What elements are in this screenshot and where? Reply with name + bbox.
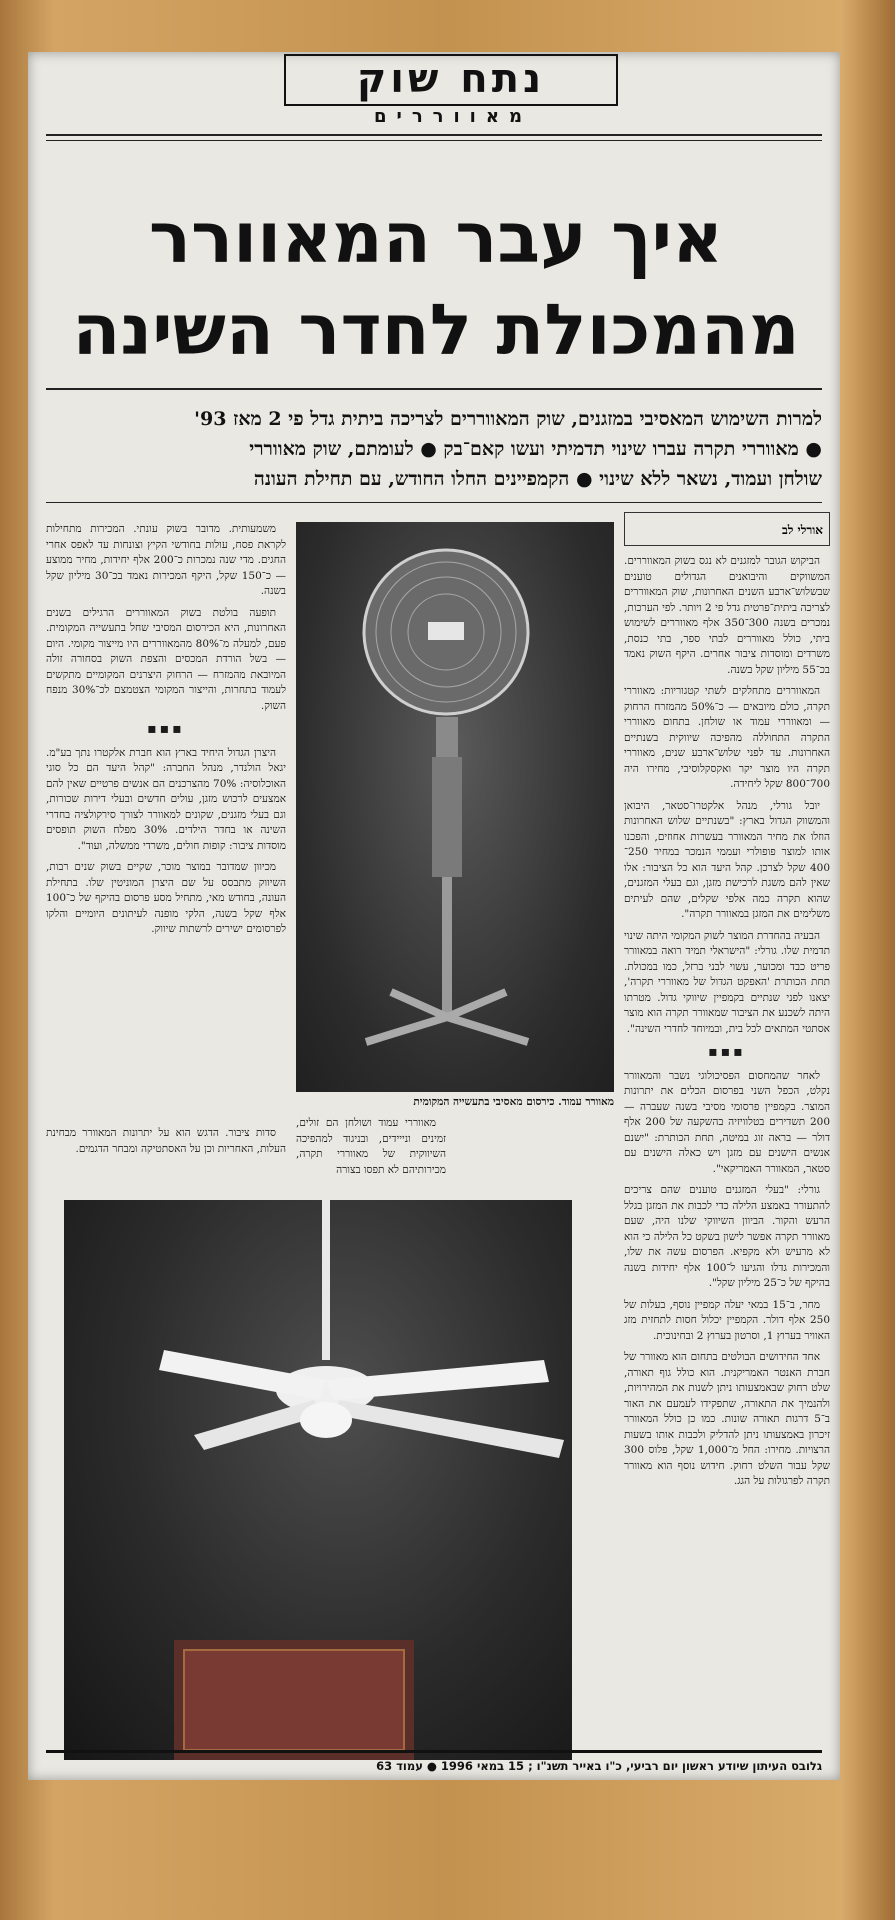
headline [46, 192, 826, 376]
paragraph: הביקוש הגובר למזגנים לא נגס בשוק המאווררים. המשווקים והיבואנים הגדולים טוענים שבשלוש־ארבע השנים האחרונות, שוק המאווררים לצריכה ביתית־פרטית גדל פי 2 ויותר. לפי הערכות, נמכרים בשנה 300־350 אלף מאווררים לשימוש ביתי, כולל מאווררים לבתי ספר, בתי כנסת, משרדים ומוסדות ציבור אחרים. היקף השוק נאמד בכ־55 מיליון שקל בשנה. [624, 555, 830, 676]
paragraph: יובל גורלי, מנהל אלקטרו־סטאר, היבואן והמשווק הגדול בארץ: "בשנתיים שלוש האחרונות הוזלו את מחיר המאוורר בעשרות אחוזים, והפכנו אותו למוצר פופולרי ועממי הנמכר במחיר 250־400 שקל לצרכן. קהל היעד הוא כל הציבור: אלו שאין להם משגת לרכישת מזגן, וגם בעלי המזגנים, שהוא תקרה כמה אלפי שקלים, שהם לעיתים משלימים את המזגן במאוורר תקרה". [624, 799, 830, 920]
subhead-line-2: ● מאווררי תקרה עברו שינוי תדמיתי ועשו קאם־בק ● לעומתם, שוק מאווררי [249, 438, 822, 460]
section-separator: ▪▪▪ [147, 721, 185, 737]
byline: אורלי לב [624, 512, 830, 546]
paragraph: הבעיה בהחדרת המוצר לשוק המקומי היתה שינוי תדמית שלו. גורלי: "הישראלי תמיד רואה במאוורר פריט כבד ומכוער, עשוי לבני ברזל, כמו במכולת. תחת הכותרת 'האפקט הגדול של מאווררי תקרה', יצאנו לפני שנתיים בקמפיין שיווקי גדול. מטרתו היתה לשכנע את הציבור שמאוורר תקרה הוא מוצר אסתטי המתאים לכל בית, ובמיוחד לחדרי השינה". [624, 929, 830, 1035]
section-separator: ▪▪▪ [708, 1044, 746, 1060]
subhead-line-3: שולחן ועמוד, נשאר ללא שינוי ● הקמפיינים החלו החודש, עם תחילת העונה [253, 468, 822, 490]
newspaper-page [28, 52, 840, 1780]
article-column-right [624, 554, 830, 1744]
article-column-left [46, 522, 286, 1122]
standing-fan-illustration [296, 522, 614, 1092]
article-column-mid [296, 1116, 446, 1188]
paragraph: מאווררי עמוד ושולחן הם זולים, זמינים ונייידים, ובניגוד למהפיכה השיווקית של מאווררי תקרה, מכירותיהם לא תפסו בצורה [296, 1117, 446, 1176]
ceiling-fan-photo [64, 1200, 572, 1760]
paragraph: תופעה בולטת בשוק המאווררים הרגילים בשנים האחרונות, היא הכירסום המסיבי שחל בתעשייה המקומית. פעם, למעלה מ־80% מהמאווררים היו מייצור מקומי. היום — בשל הורדת המכסים והצפת השוק בסחורה זולה המיובאת מהמזרח — הרחוק היצרנים המקומיים מתקשים לעמוד בתחרות, והייצור המקומי הצטמצם לכ־30% מנפח השוק. [46, 606, 286, 712]
paragraph: גורלי: "בעלי המזגנים טוענים שהם צריכים להתעורר באמצע הלילה כדי לכבות את המזגן בגלל הרעש והקור. הביוון השיווקי שלנו היה, שעם מאוורר תקרה אפשר לישון בשקט כל הלילה כי הוא לא מרעיש ולא מקפיא. הפרסום עשה את שלו, והמכירות גדלו והגיעו ל־100 אלף יחידות בשנה בהיקף של כ־25 מיליון שקל". [624, 1184, 830, 1289]
paragraph: אחד החידושים הבולטים בתחום הוא מאוורר של חברת האנטר האמריקנית. הוא כולל גוף תאורה, שלט רחוק שבאמצעותו ניתן לשנות את המהירויות, ולהנמיך את התאורה, שתפקידו לעמעם את האור ב־5 דרגות תאורה שונות. כמו כן כולל המאוורר זיכרון באמצעותו ניתן להדליק ולכבות אותו בשעות הרצויות. מחירו: החל מ־1,000 שקל, פלוס 300 שקל עבור השלט רחוק. חידוש נוסף הוא מאוורר תקרה לפרגולות על הגג. [624, 1351, 830, 1487]
divider [46, 502, 822, 503]
article-column-left-end [46, 1126, 286, 1190]
divider [46, 140, 822, 141]
standing-fan-photo [296, 522, 614, 1092]
paragraph: לאחר שהמחסום הפסיכולוגי נשבר והמאוורר נקלט, הכפל השני בפרסום הכלים את יתרונות המוצר. בקמפיין פרסומי מסיבי בשנה שעברה — 200 תשדירים בטלוויזיה בהשקעה של 200 אלף דולר — בראה זוג במיטה, תחת הכותרת: "ישנם אנשים הישנים עם מזגן ויש כאלה הישנים עם סטאר, המאוורר האמריקאי". [624, 1069, 830, 1175]
subheadline [52, 404, 822, 494]
headline-line-2: מהמכולת לחדר השינה [72, 289, 800, 371]
photo-caption: מאוורר עמוד. כירסום מאסיבי בתעשייה המקומית [413, 1096, 614, 1108]
section-subtitle: מאווררים [374, 106, 532, 127]
paragraph: סדות ציבור. הדגש הוא על יתרונות המאוורר מבחינת העלות, האחריות וכן על האסתטיקה ומבחר הדגמים. [46, 1127, 286, 1155]
paragraph: היצרן הגדול היחיד בארץ הוא חברת אלקטרו נתך בע"מ. יגאל הולנדר, מנהל החברה: "קהל היעד הם כל סוגי האוכלוסיה: 70% מהצרכנים הם אנשים פרטיים שאין להם אמצעים לרכוש מזגן, עולים חדשים ובעלי דירות שכורות, וגם בעלי מזגנים, שקונים למאוורר לצורך סירקולציה בחדרי השינה או בחדר הילדים. 30% מפלח השוק תופסים מוסדות ציבור: קופות חולים, משרדי ממשלה, ועוד". [46, 746, 286, 852]
subhead-line-1: למרות השימוש המאסיבי במזגנים, שוק המאווררים לצריכה ביתית גדל פי 2 מאז 93' [194, 408, 822, 430]
divider [46, 134, 822, 136]
ceiling-fan-illustration [64, 1200, 572, 1760]
section-header [288, 54, 618, 132]
paragraph: מחר, ב־15 במאי יעלה קמפיין נוסף, בעלות של 250 אלף דולר. הקמפיין יכלול חסות לתחזית מזג האוויר בערוץ 1, וסרטון בערוץ 2 ובחינוכית. [624, 1298, 830, 1342]
paragraph: מכיוון שמדובר במוצר מוכר, שקיים בשוק שנים רבות, השיווק מתבסס על שם היצרן המוניטין שלו. בתחילת העונה, בחודש מאי, מתחיל מסע פרסום בהיקף של כ־100 אלף שקל בשנה, הלקי מופנה לעיתונים היומיים והלקו לפרסומים ישירים לרשתות שיווק. [46, 861, 286, 935]
paragraph: המאווררים מתחלקים לשתי קטגוריות: מאווררי תקרה, כולם מיובאים — כ־50% מהמזרח הרחוק — ומאווררי עמוד או שולחן. בתחום מאווררי התקרה התחוללה מהפיכה שיווקית בשנתיים האחרונות. עד לפני שלוש־ארבע שנים, מאווררי תקרה היו מוצר יקר ואקסקלוסיבי, מחירו היה 700־800 שקל ליחידה. [624, 685, 830, 790]
page-footer: גלובס העיתון שיודע ראשון יום רביעי, כ"ו באייר תשנ"ו ; 15 במאי 1996 ● עמוד 63 [46, 1750, 822, 1777]
section-title: נתח שוק [284, 54, 618, 106]
headline-line-1: איך עבר המאוורר [148, 197, 724, 279]
paragraph: משמעותית. מדובר בשוק עונתי. המכירות מתחילות לקראת פסח, עולות בחודשי הקיץ וצונחות עד לאפס אחרי החגים. מדי שנה נמכרות כ־200 אלף יחידות, מחיר ממוצע — כ־150 שקל, היקף המכירות נאמד בכ־30 מיליון שקל בשנה. [46, 523, 286, 597]
divider [46, 388, 822, 390]
